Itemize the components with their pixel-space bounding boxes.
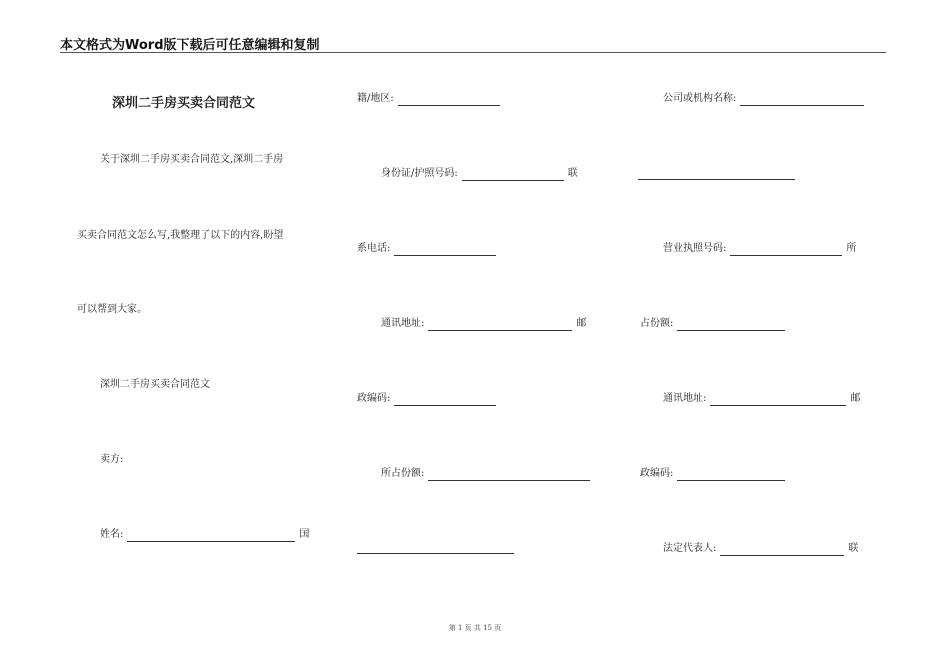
column3-top-blank[interactable] (638, 179, 795, 180)
share-label: 所占份额: (381, 468, 425, 479)
share-3-label: 占份额: (640, 318, 674, 329)
address-3-blank[interactable] (710, 394, 846, 406)
header-rule (60, 52, 886, 53)
postcode-3-label: 政编码: (640, 468, 674, 479)
document-title: 深圳二手房买卖合同范文 (112, 96, 256, 111)
postcode-3-blank[interactable] (677, 469, 785, 481)
id-blank[interactable] (462, 169, 564, 181)
contract-subtitle: 深圳二手房买卖合同范文 (100, 379, 210, 390)
license-row (663, 242, 856, 256)
intro-line-1: 关于深圳二手房买卖合同范文,深圳二手房 (100, 154, 284, 165)
seller-label: 卖方: (100, 454, 124, 465)
you-text: 邮 (576, 318, 587, 329)
intro-line-2: 买卖合同范文怎么写,我整理了以下的内容,盼望 (77, 230, 284, 241)
company-label: 公司或机构名称: (663, 93, 737, 104)
phone-row (357, 242, 500, 256)
id-row (381, 167, 578, 181)
id-label: 身份证/护照号码: (381, 168, 458, 179)
postcode-row (357, 392, 500, 406)
company-blank[interactable] (740, 94, 864, 106)
address-3-row (663, 392, 860, 406)
guo-text: 国 (299, 529, 310, 540)
share-3-row (640, 317, 789, 331)
column2-bottom-blank[interactable] (357, 553, 514, 554)
you-3-text: 邮 (850, 393, 861, 404)
address-row (381, 317, 586, 331)
lian-3-text: 联 (848, 543, 859, 554)
license-label: 营业执照号码: (663, 243, 727, 254)
postcode-blank[interactable] (394, 394, 496, 406)
license-blank[interactable] (730, 244, 842, 256)
legal-rep-row (663, 542, 858, 556)
legal-rep-label: 法定代表人: (663, 543, 717, 554)
address-label: 通讯地址: (381, 318, 425, 329)
company-row (663, 92, 868, 106)
name-blank[interactable] (127, 530, 295, 542)
header-title: 本文格式为Word版下载后可任意编辑和复制 (60, 38, 320, 53)
seller-name-row (100, 528, 309, 542)
phone-label: 系电话: (357, 243, 391, 254)
lian-text: 联 (567, 168, 578, 179)
postcode-label: 政编码: (357, 393, 391, 404)
share-row (381, 467, 594, 481)
region-label: 籍/地区: (357, 93, 394, 104)
postcode-3-row (640, 467, 789, 481)
name-label: 姓名: (100, 529, 124, 540)
legal-rep-blank[interactable] (720, 544, 844, 556)
phone-blank[interactable] (394, 244, 496, 256)
share-blank[interactable] (428, 469, 590, 481)
page-footer: 第 1 页 共 15 页 (448, 624, 502, 632)
address-3-label: 通讯地址: (663, 393, 707, 404)
region-blank[interactable] (398, 94, 500, 106)
region-row (357, 92, 504, 106)
suo-text: 所 (846, 243, 857, 254)
share-3-blank[interactable] (677, 319, 785, 331)
address-blank[interactable] (428, 319, 572, 331)
intro-line-3: 可以帮到大家。 (77, 304, 147, 315)
